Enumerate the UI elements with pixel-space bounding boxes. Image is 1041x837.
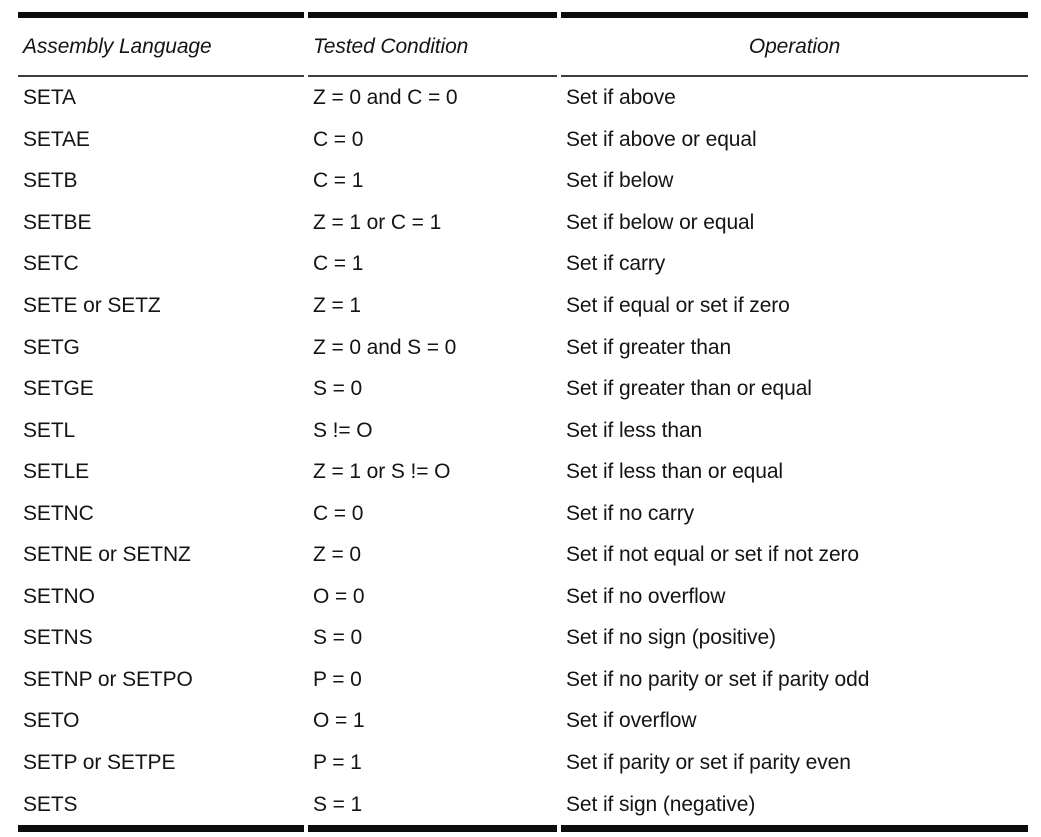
cell-operation: Set if greater than or equal [566,377,812,401]
cell-operation: Set if greater than [566,335,732,359]
setcc-instruction-table [18,12,1028,832]
cell-operation: Set if overflow [566,709,697,733]
column-header-operation: Operation [561,12,1028,77]
table-row [18,451,1028,493]
cell-operation: Set if less than or equal [566,460,783,484]
table-row [18,202,1028,244]
column-header-assembly-language: Assembly Language [18,12,304,77]
cell-operation: Set if not equal or set if not zero [566,543,860,567]
cell-assembly-language: SETNS [23,626,93,650]
table-row [18,659,1028,701]
cell-assembly-language: SETE or SETZ [23,294,161,317]
cell-tested-condition: Z = 1 or C = 1 [313,210,442,234]
table-row [18,534,1028,576]
cell-tested-condition: S = 0 [313,626,363,650]
cell-operation: Set if no carry [566,501,695,525]
cell-assembly-language: SETL [23,418,76,442]
cell-tested-condition: Z = 1 [313,294,361,317]
cell-assembly-language: SETLE [23,460,90,484]
cell-tested-condition: S = 1 [308,783,557,832]
cell-operation: Set if parity or set if parity even [566,751,851,775]
cell-assembly-language: SETO [23,709,80,733]
cell-tested-condition: Z = 0 [313,543,361,567]
cell-assembly-language: SETNC [23,501,94,525]
cell-assembly-language: SETS [18,783,304,832]
table-row [18,576,1028,618]
cell-assembly-language: SETP or SETPE [23,751,176,775]
cell-assembly-language: SETNO [23,584,95,608]
cell-tested-condition: C = 1 [313,169,364,193]
cell-assembly-language: SETC [23,252,79,276]
table-row [18,409,1028,451]
cell-operation: Set if less than [566,418,703,442]
table-row [18,119,1028,161]
table-row [18,492,1028,534]
cell-operation: Set if no parity or set if parity odd [566,667,870,691]
table-row [18,326,1028,368]
table-row [18,783,1028,832]
cell-tested-condition: Z = 1 or S != O [313,460,451,484]
table-row [18,617,1028,659]
cell-tested-condition: O = 1 [313,709,365,733]
cell-operation: Set if below [566,169,674,193]
cell-operation: Set if equal or set if zero [566,294,790,317]
cell-operation: Set if above [566,86,676,110]
table-row [18,700,1028,742]
cell-assembly-language: SETA [23,86,76,110]
cell-assembly-language: SETNP or SETPO [23,667,193,691]
cell-tested-condition: S != O [313,418,373,442]
cell-tested-condition: Z = 0 and C = 0 [313,86,458,110]
table-row [18,77,1028,119]
cell-assembly-language: SETG [23,335,80,359]
cell-tested-condition: S = 0 [313,377,363,401]
table-row [18,742,1028,784]
cell-operation: Set if no sign (positive) [566,626,776,650]
cell-tested-condition: Z = 0 and S = 0 [313,335,457,359]
cell-operation: Set if sign (negative) [561,783,1028,832]
cell-operation: Set if below or equal [566,210,755,234]
cell-tested-condition: P = 1 [313,751,362,775]
cell-tested-condition: C = 1 [313,252,364,276]
column-header-tested-condition: Tested Condition [308,12,557,77]
cell-assembly-language: SETB [23,169,78,193]
cell-operation: Set if above or equal [566,127,757,151]
cell-assembly-language: SETNE or SETNZ [23,543,191,567]
cell-assembly-language: SETAE [23,127,90,151]
table-row [18,285,1028,327]
table-header-row [18,12,1028,77]
cell-operation: Set if no overflow [566,584,726,608]
table-row [18,160,1028,202]
cell-tested-condition: O = 0 [313,584,365,608]
cell-tested-condition: C = 0 [313,127,364,151]
cell-assembly-language: SETGE [23,377,94,401]
table-row [18,368,1028,410]
cell-tested-condition: C = 0 [313,501,364,525]
table-row [18,243,1028,285]
cell-tested-condition: P = 0 [313,667,362,691]
cell-operation: Set if carry [566,252,666,276]
cell-assembly-language: SETBE [23,210,92,234]
table-body [18,77,1028,832]
